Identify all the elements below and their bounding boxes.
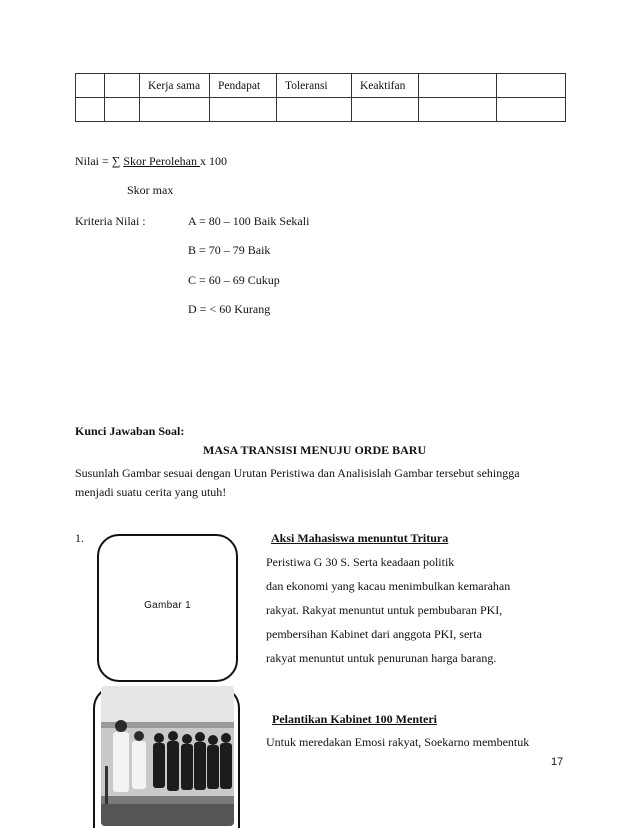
- table-header-cell: Toleransi: [277, 74, 352, 98]
- table-header-cell: [497, 74, 566, 98]
- table-row: [76, 98, 566, 122]
- table-header-cell: Keaktifan: [352, 74, 419, 98]
- criteria-item: B = 70 – 79 Baik: [188, 243, 271, 257]
- table-cell: [497, 98, 566, 122]
- image-frame: [97, 534, 238, 682]
- cabinet-inauguration-photo: [101, 686, 234, 826]
- item-text-line: pembersihan Kabinet dari anggota PKI, serta: [266, 627, 482, 641]
- score-formula: [75, 154, 227, 168]
- table-header-cell: [105, 74, 140, 98]
- item-heading: Aksi Mahasiswa menuntut Tritura: [271, 531, 449, 545]
- criteria-item: D = < 60 Kurang: [188, 302, 271, 316]
- section-title: MASA TRANSISI MENUJU ORDE BARU: [203, 443, 427, 457]
- table-cell: [210, 98, 277, 122]
- table-cell: [277, 98, 352, 122]
- formula-numerator: Skor Perolehan: [123, 154, 200, 168]
- answer-key-heading: Kunci Jawaban Soal:: [75, 424, 185, 438]
- table-header-row: [76, 74, 566, 98]
- formula-prefix: Nilai = ∑: [75, 154, 124, 168]
- formula-suffix: x 100: [199, 154, 227, 168]
- item-heading: Pelantikan Kabinet 100 Menteri: [272, 712, 437, 726]
- table-header-cell: [419, 74, 497, 98]
- table-header-cell: Kerja sama: [140, 74, 210, 98]
- assessment-table: [75, 73, 566, 122]
- table-cell: [76, 98, 105, 122]
- page-number: 17: [551, 756, 564, 768]
- item-text-line: Peristiwa G 30 S. Serta keadaan politik: [266, 555, 455, 569]
- item-text-line: dan ekonomi yang kacau menimbulkan kemarahan: [266, 579, 511, 593]
- item-text-line: rakyat. Rakyat menuntut untuk pembubaran PKI,: [266, 603, 503, 617]
- table-cell: [419, 98, 497, 122]
- criteria-item: A = 80 – 100 Baik Sekali: [188, 214, 310, 228]
- photo-illustration: [101, 686, 234, 826]
- table-header-cell: [76, 74, 105, 98]
- item-text-line: rakyat menuntut untuk penurunan harga barang.: [266, 651, 497, 665]
- table-cell: [140, 98, 210, 122]
- instruction-line: menjadi suatu cerita yang utuh!: [75, 485, 227, 499]
- table-cell: [352, 98, 419, 122]
- table-header-cell: Pendapat: [210, 74, 277, 98]
- criteria-item: C = 60 – 69 Cukup: [188, 273, 280, 287]
- table-cell: [105, 98, 140, 122]
- criteria-label: Kriteria Nilai :: [75, 214, 146, 228]
- image-caption: Gambar 1: [144, 600, 191, 611]
- item-text-line: Untuk meredakan Emosi rakyat, Soekarno membentuk: [266, 735, 530, 749]
- formula-denominator: Skor max: [127, 183, 174, 197]
- instruction-line: Susunlah Gambar sesuai dengan Urutan Peristiwa dan Analisislah Gambar tersebut sehingga: [75, 466, 520, 480]
- item-number: 1.: [75, 531, 84, 545]
